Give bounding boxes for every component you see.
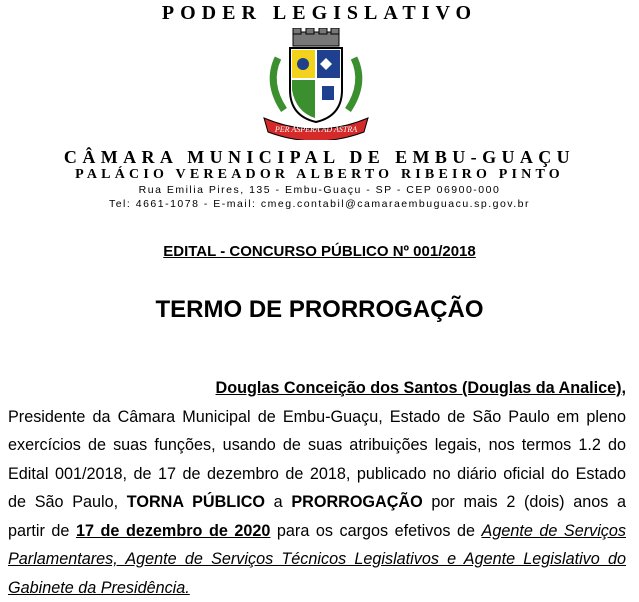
body-text-segment: para os cargos efetivos de bbox=[270, 521, 482, 540]
body-paragraph bbox=[8, 374, 626, 602]
body-line-7: Parlamentares, Agente de Serviços Técnicos Legislativos e Agente Legislativo do bbox=[8, 550, 626, 568]
chamber-name: CÂMARA MUNICIPAL DE EMBU-GUAÇU bbox=[63, 147, 576, 167]
contact-line: Tel: 4661-1078 - E-mail: cmeg.contabil@camaraembuguacu.sp.gov.br bbox=[108, 198, 531, 210]
torna-publico-text: TORNA PÚBLICO bbox=[126, 493, 265, 511]
body-text-segment: a bbox=[264, 493, 292, 511]
positions-text-start: Agente de Serviços bbox=[481, 521, 626, 540]
main-title: TERMO DE PRORROGAÇÃO bbox=[155, 296, 484, 323]
body-line-1 bbox=[8, 374, 626, 403]
body-text-segment: por mais 2 (dois) anos a bbox=[422, 493, 626, 511]
body-line-6 bbox=[8, 517, 626, 546]
body-line-2: Presidente da Câmara Municipal de Embu-Guaçu, Estado de São Paulo em pleno bbox=[8, 407, 626, 426]
extension-date: 17 de dezembro de 2020 bbox=[75, 521, 271, 540]
municipal-coat-of-arms-icon bbox=[256, 28, 376, 140]
address-line: Rua Emilia Pires, 135 - Embu-Guaçu - SP - CEP 06900-000 bbox=[138, 184, 501, 196]
body-line-4: Edital 001/2018, de 17 de dezembro de 2018, publicado no diário oficial do Estado bbox=[8, 464, 626, 483]
body-line-5 bbox=[8, 488, 626, 517]
palace-name: PALÁCIO VEREADOR ALBERTO RIBEIRO PINTO bbox=[75, 167, 564, 182]
body-line-3: exercícios de suas funções, usando de suas atribuições legais, nos termos 1.2 do bbox=[8, 436, 626, 454]
prorrogacao-text: PRORROGAÇÃO bbox=[291, 493, 423, 511]
body-line-8: Gabinete da Presidência. bbox=[8, 578, 190, 597]
signatory-name: Douglas Conceição dos Santos (Douglas da Analice), bbox=[215, 379, 626, 397]
body-text-segment: partir de bbox=[8, 521, 76, 540]
body-text-segment: de São Paulo, bbox=[8, 493, 127, 511]
header-title: PODER LEGISLATIVO bbox=[161, 2, 478, 24]
motto-text: PER ASPERA AD ASTRA bbox=[274, 125, 358, 134]
edital-title: EDITAL - CONCURSO PÚBLICO Nº 001/2018 bbox=[163, 243, 476, 260]
